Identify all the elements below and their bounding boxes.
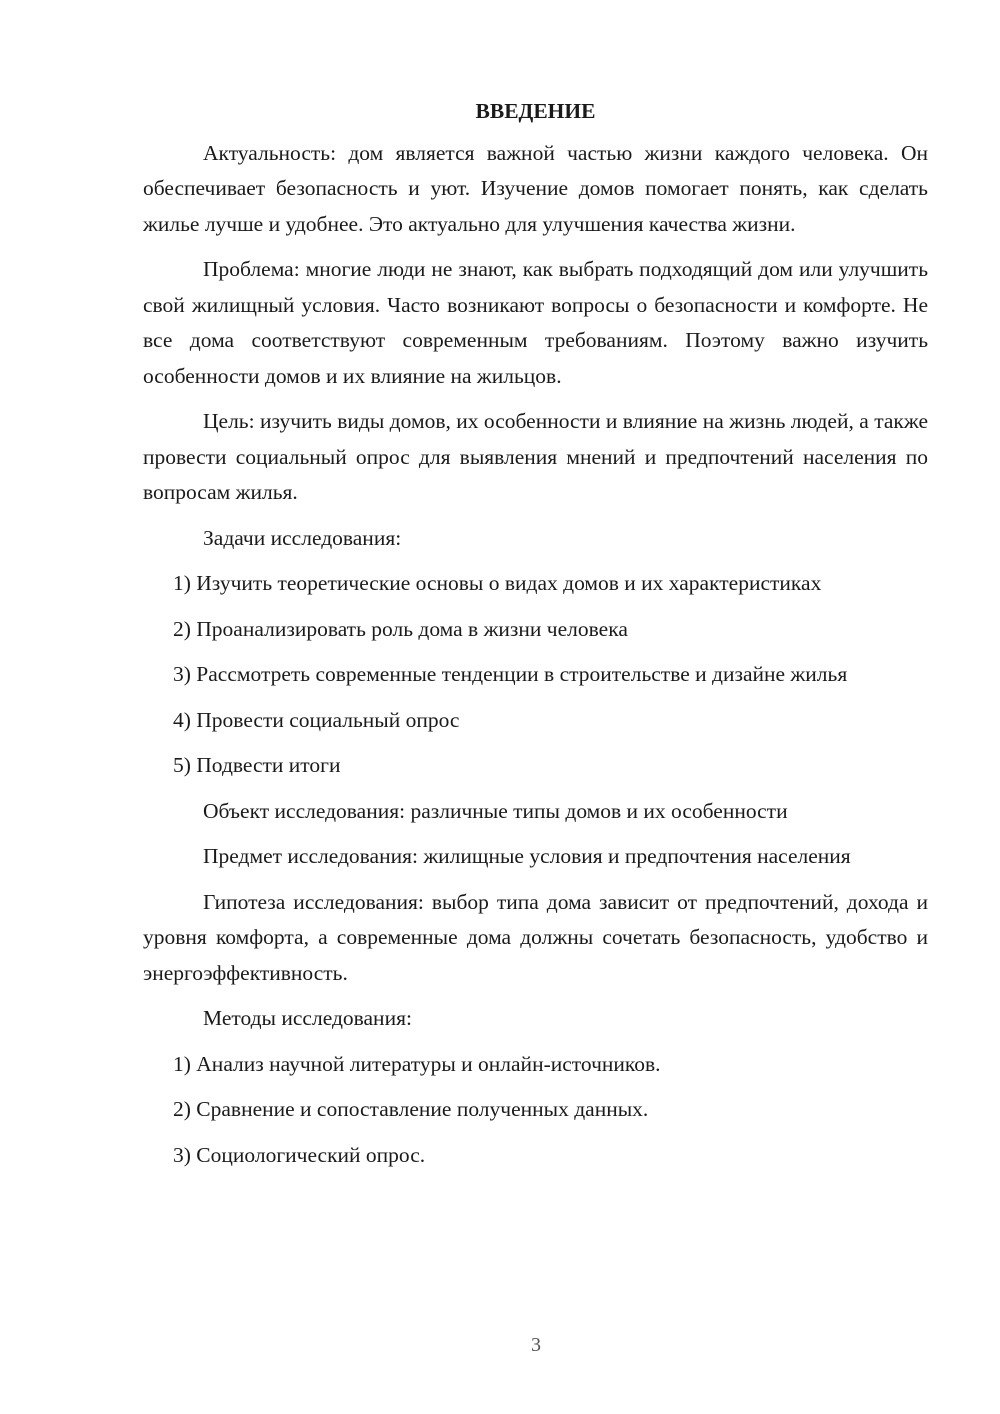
- task-item: 1) Изучить теоретические основы о видах домов и их характеристиках: [173, 571, 822, 595]
- page-number: 3: [531, 1334, 541, 1356]
- task-item: 2) Проанализировать роль дома в жизни человека: [173, 616, 628, 641]
- task-item: 3) Рассмотреть современные тенденции в строительстве и дизайне жилья: [173, 662, 848, 686]
- method-item: 2) Сравнение и сопоставление полученных данных.: [173, 1097, 649, 1121]
- methods-heading: Методы исследования:: [203, 1006, 412, 1030]
- method-item: 3) Социологический опрос.: [173, 1142, 426, 1167]
- task-item: 5) Подвести итоги: [173, 753, 341, 777]
- method-item: 1) Анализ научной литературы и онлайн-источников.: [173, 1051, 661, 1076]
- task-item: 4) Провести социальный опрос: [173, 707, 460, 732]
- hypothesis-paragraph: Гипотеза исследования: выбор типа дома зависит от предпочтений, дохода и уровня комфорта, а современные дома должны сочетать безопасность, удобство и энергоэффективность.: [143, 889, 928, 985]
- subject-paragraph: Предмет исследования: жилищные условия и предпочтения населения: [203, 844, 851, 868]
- goal-paragraph: Цель: изучить виды домов, их особенности и влияние на жизнь людей, а также провести социальный опрос для выявления мнений и предпочтений населения по вопросам жилья.: [143, 409, 928, 504]
- object-paragraph: Объект исследования: различные типы домов и их особенности: [203, 798, 788, 823]
- section-title: ВВЕДЕНИЕ: [475, 99, 596, 123]
- relevance-paragraph: Актуальность: дом является важной частью жизни каждого человека. Он обеспечивает безопасность и уют. Изучение домов помогает понять, как сделать жилье лучше и удобнее. Это актуально для улучшения качества жизни.: [143, 140, 928, 236]
- page-content: [143, 94, 928, 1183]
- tasks-heading: Задачи исследования:: [203, 525, 402, 550]
- problem-paragraph: Проблема: многие люди не знают, как выбрать подходящий дом или улучшить свой жилищный условия. Часто возникают вопросы о безопасности и комфорте. Не все дома соответствуют современным требованиям. Поэтому важно изучить особенности домов и их влияние на жильцов.: [143, 257, 928, 388]
